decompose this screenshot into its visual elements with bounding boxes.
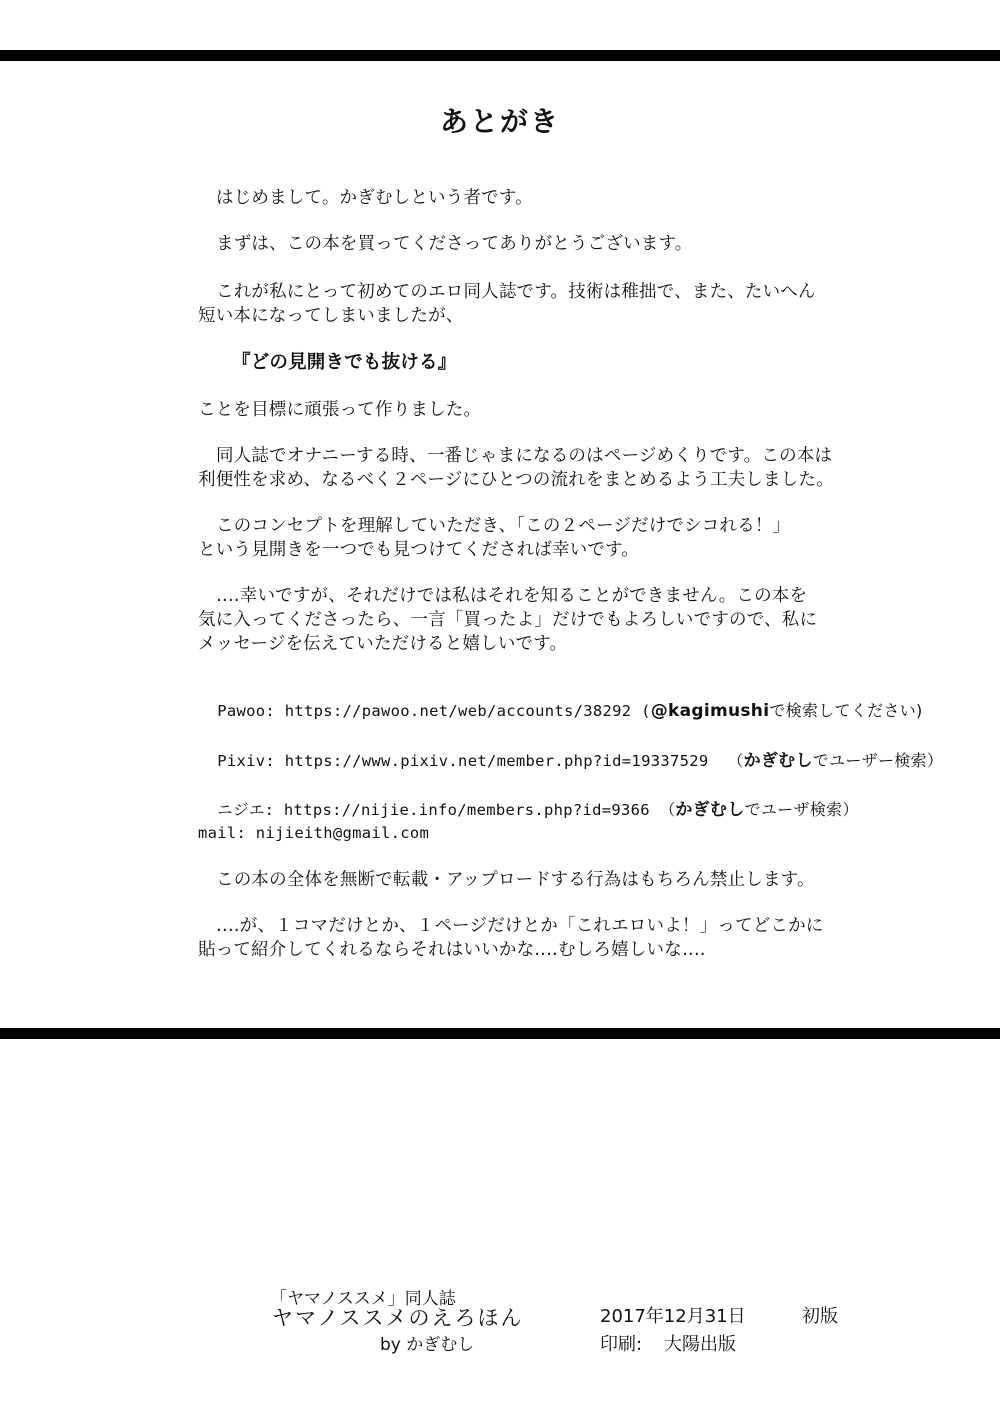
pawoo-handle: @kagimushi (650, 701, 770, 721)
motto-heading: 『どの見開きでも抜ける』 (232, 352, 457, 373)
paragraph-closing-line2: 貼って紹介してくれるならそれはいいかな‥‥むしろ嬉しいな‥‥ (198, 940, 706, 960)
colophon-author: by かぎむし (380, 1335, 475, 1355)
paragraph-prohibition: この本の全体を無断で転載・アップロードする行為はもちろん禁止します。 (216, 870, 815, 890)
nijie-url[interactable]: ニジエ: https://nijie.info/members.php?id=9366 （ (217, 801, 676, 819)
pixiv-handle: かぎむし (743, 751, 813, 771)
pawoo-link[interactable] (198, 680, 923, 721)
paragraph-greeting: はじめまして。かぎむしという者です。 (216, 188, 533, 208)
mail-address[interactable]: mail: nijieith@gmail.com (198, 824, 430, 842)
top-border-bar (0, 50, 1000, 61)
colophon-printer: 大陽出版 (664, 1334, 736, 1355)
pixiv-link[interactable] (198, 728, 943, 771)
paragraph-goal: ことを目標に頑張って作りました。 (198, 400, 482, 420)
nijie-handle: かぎむし (675, 800, 745, 820)
pixiv-note: でユーザー検索） (812, 751, 944, 770)
paragraph-closing-line1: ‥‥が、１コマだけとか、１ページだけとか「これエロいよ！」ってどこかに (216, 916, 824, 936)
bottom-border-bar (0, 1028, 1000, 1039)
paragraph-intro-line1: これが私にとって初めてのエロ同人誌です。技術は稚拙で、また、たいへん (216, 282, 816, 302)
colophon-edition: 初版 (802, 1306, 838, 1327)
pawoo-url[interactable]: Pawoo: https://pawoo.net/web/accounts/38292 ( (217, 702, 651, 720)
paragraph-request-line2: 気に入ってくださったら、一言「買ったよ」だけでもよろしいですので、私に (198, 610, 818, 630)
paragraph-request-line1: ‥‥幸いですが、それだけでは私はそれを知ることができません。この本を (216, 586, 808, 606)
page-title: あとがき (439, 105, 560, 138)
nijie-link[interactable] (198, 777, 859, 820)
pixiv-url[interactable]: Pixiv: https://www.pixiv.net/member.php?id=19337529 （ (217, 752, 744, 770)
paragraph-concept-line1: 同人誌でオナニーする時、一番じゃまになるのはページめくりです。この本は (216, 446, 833, 466)
paragraph-hope-line1: このコンセプトを理解していただき、「この２ページだけでシコれる！」 (216, 516, 791, 536)
colophon-book-title: ヤマノススメのえろほん (272, 1306, 524, 1330)
pawoo-note: で検索してください) (769, 701, 923, 720)
nijie-note: でユーザ検索） (744, 800, 859, 819)
colophon-date: 2017年12月31日 (600, 1306, 746, 1327)
paragraph-thanks: まずは、この本を買ってくださってありがとうございます。 (216, 234, 693, 254)
paragraph-request-line3: メッセージを伝えていただけると嬉しいです。 (198, 634, 568, 654)
paragraph-concept-line2: 利便性を求め、なるべく２ページにひとつの流れをまとめるよう工夫しました。 (198, 470, 834, 490)
paragraph-intro-line2: 短い本になってしまいましたが、 (198, 306, 464, 326)
colophon-series: 「ヤマノススメ」同人誌 (270, 1289, 456, 1309)
paragraph-hope-line2: という見開きを一つでも見つけてくだされば幸いです。 (198, 540, 640, 560)
colophon-print-label: 印刷: (600, 1334, 643, 1355)
